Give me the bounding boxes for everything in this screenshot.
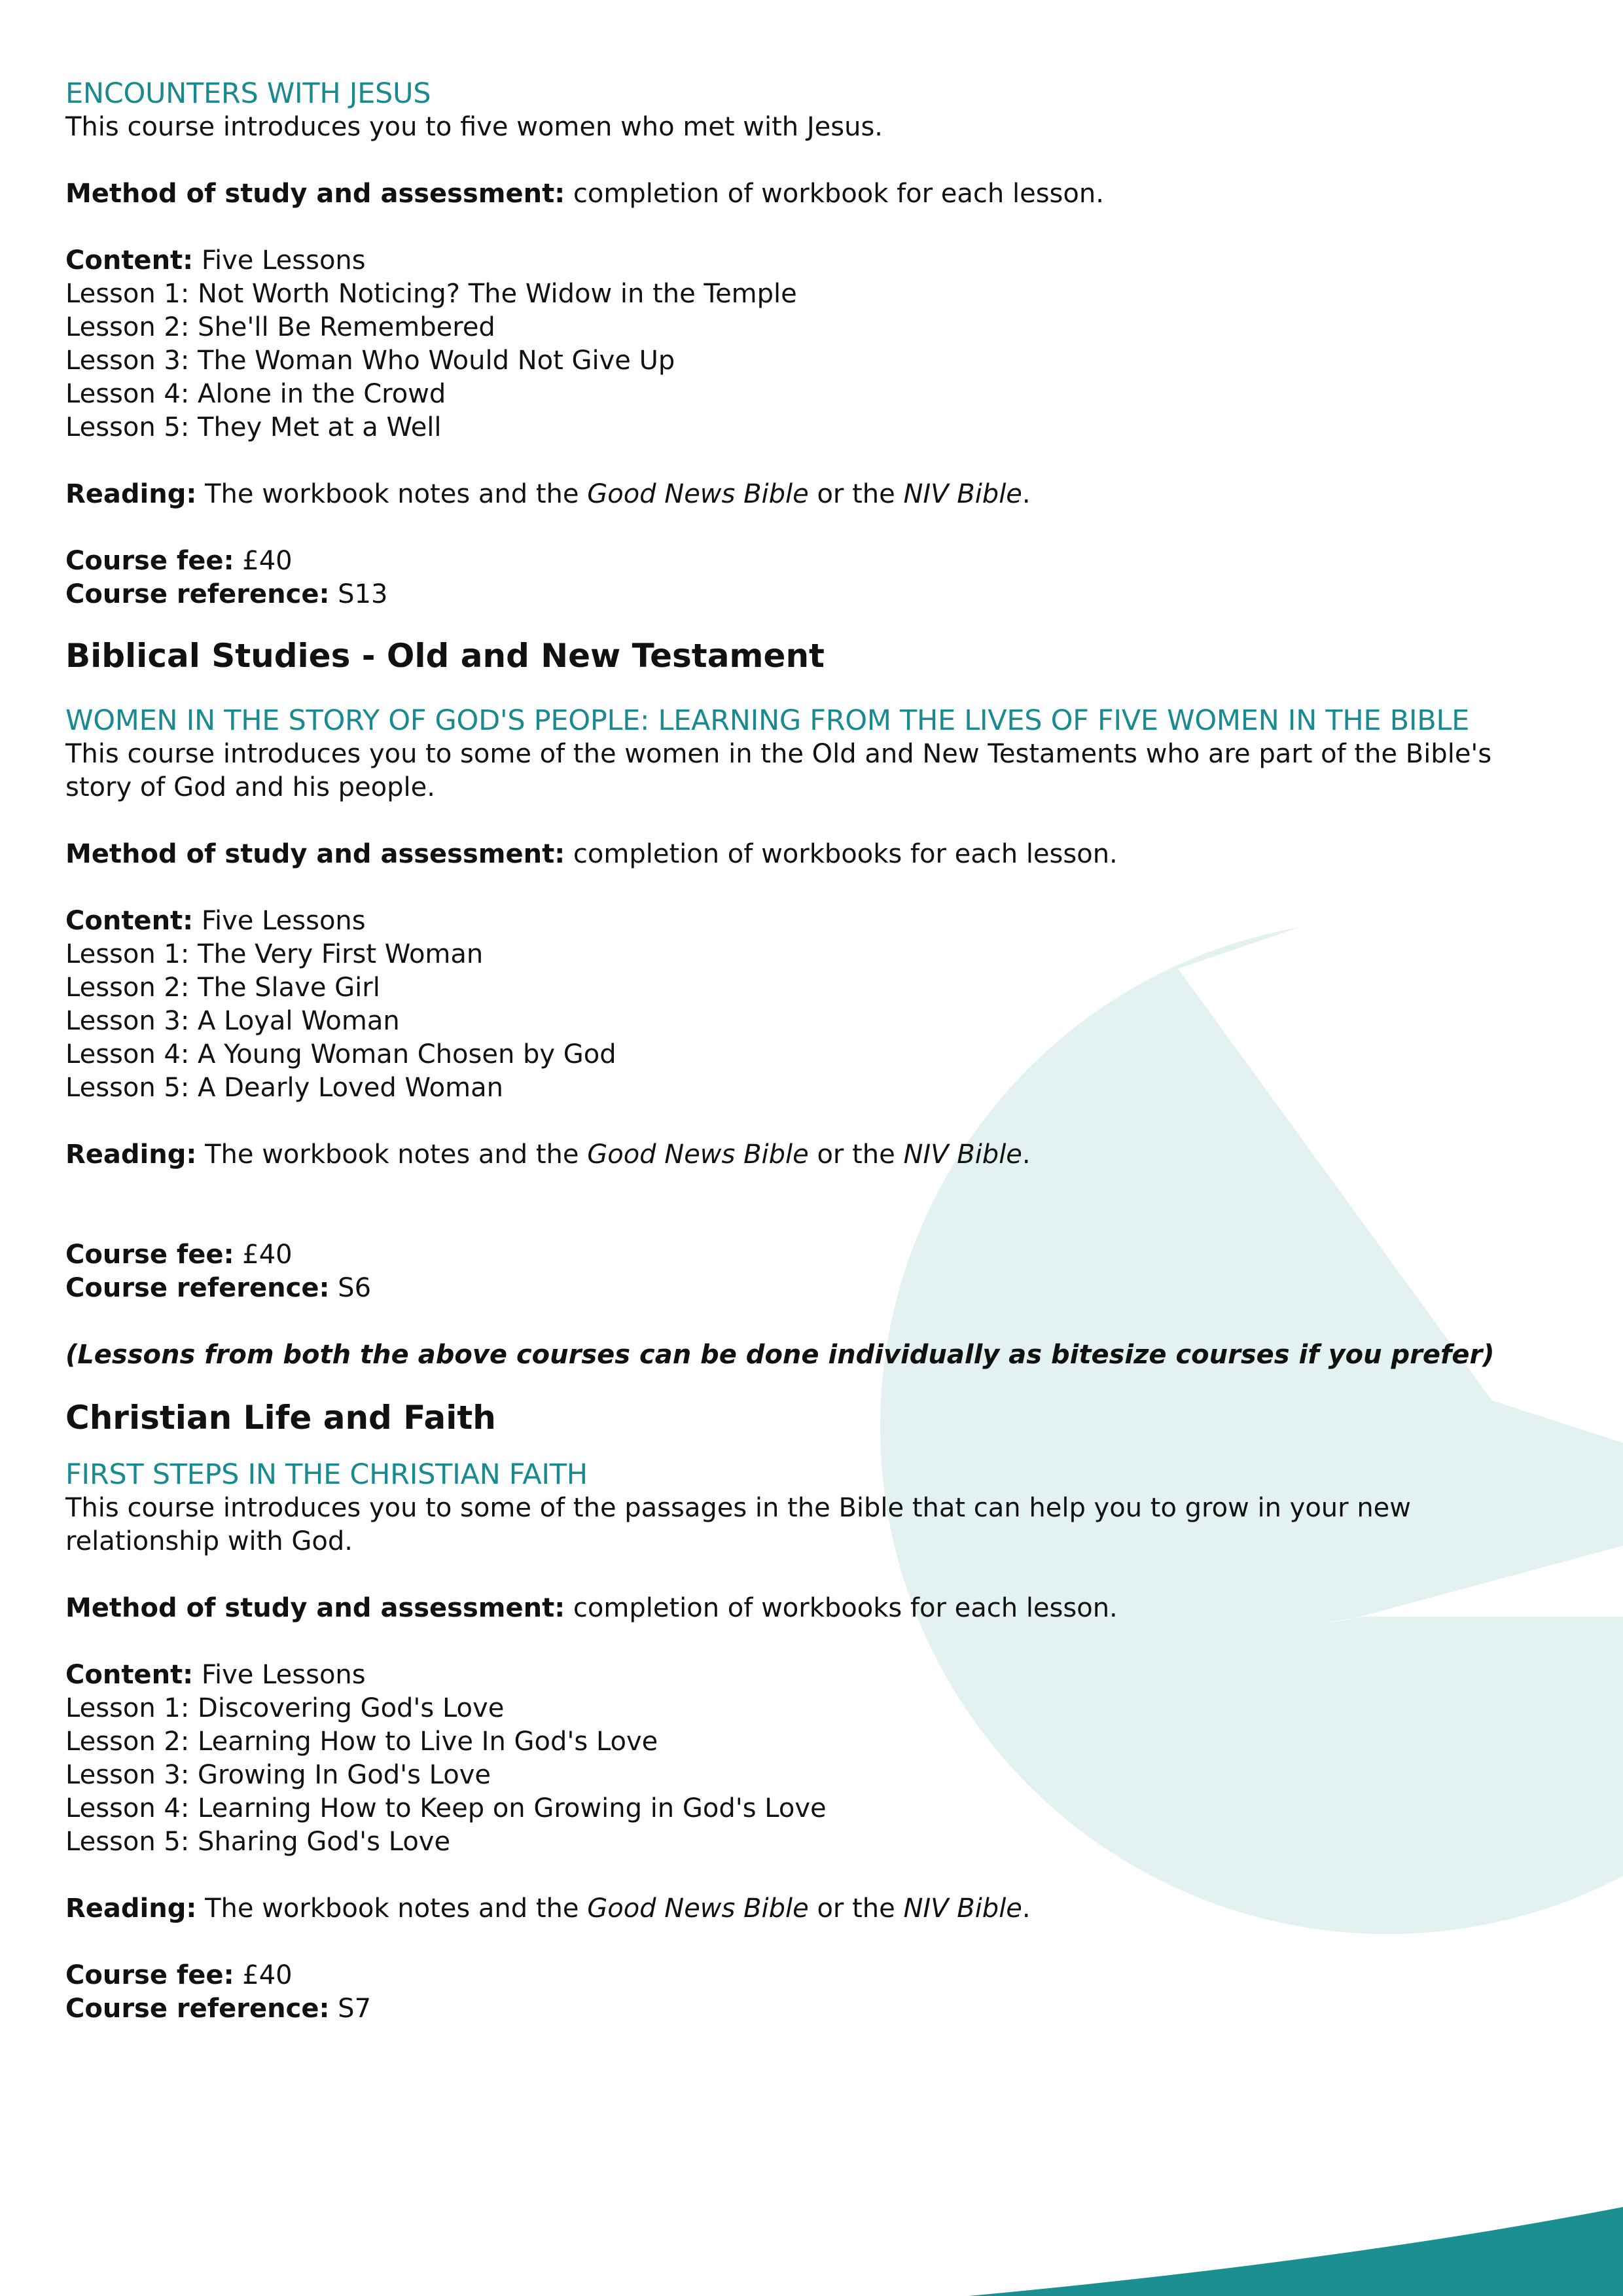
course-fee: Course fee: £40 — [65, 1960, 293, 1990]
reading-line: Reading: The workbook notes and the Good News Bible or the NIV Bible. — [65, 1139, 1031, 1170]
lesson-item: Lesson 1: The Very First Woman — [65, 939, 484, 969]
lesson-item: Lesson 5: They Met at a Well — [65, 412, 442, 442]
lesson-item: Lesson 4: Learning How to Keep on Growing in God's Love — [65, 1793, 827, 1823]
course-reference: Course reference: S7 — [65, 1994, 372, 2024]
lesson-item: Lesson 3: A Loyal Woman — [65, 1006, 400, 1036]
course-encounters-with-jesus — [65, 77, 1531, 611]
lesson-item: Lesson 5: A Dearly Loved Woman — [65, 1073, 503, 1103]
lesson-item: Lesson 1: Not Worth Noticing? The Widow in the Temple — [65, 279, 797, 309]
lesson-item: Lesson 3: The Woman Who Would Not Give Up — [65, 346, 675, 376]
content-line: Content: Five Lessons — [65, 1660, 366, 1690]
lesson-item: Lesson 2: Learning How to Live In God's Love — [65, 1727, 658, 1757]
course-women-in-the-story — [65, 704, 1531, 1372]
lesson-item: Lesson 5: Sharing God's Love — [65, 1827, 451, 1857]
course-fee: Course fee: £40 — [65, 546, 293, 576]
method-line: Method of study and assessment: completion of workbooks for each lesson. — [65, 1593, 1118, 1623]
lesson-item: Lesson 1: Discovering God's Love — [65, 1693, 505, 1723]
lesson-item: Lesson 4: Alone in the Crowd — [65, 379, 446, 409]
course-list — [65, 77, 1531, 2026]
teal-wave — [969, 2207, 1623, 2296]
course-first-steps — [65, 1458, 1531, 2026]
course-description: This course introduces you to some of the women in the Old and New Testaments who are part of the Bible's story of God and his people. — [65, 739, 1492, 802]
course-reference: Course reference: S6 — [65, 1273, 372, 1303]
lesson-item: Lesson 2: She'll Be Remembered — [65, 312, 495, 342]
course-title: ENCOUNTERS WITH JESUS — [65, 77, 431, 110]
method-line: Method of study and assessment: completion of workbooks for each lesson. — [65, 839, 1118, 869]
bitesize-note: (Lessons from both the above courses can be done individually as bitesize courses if you prefer) — [65, 1340, 1495, 1370]
reading-line: Reading: The workbook notes and the Good News Bible or the NIV Bible. — [65, 1893, 1031, 1924]
reading-line: Reading: The workbook notes and the Good News Bible or the NIV Bible. — [65, 479, 1031, 509]
course-description: This course introduces you to five women who met with Jesus. — [65, 112, 883, 142]
course-fee: Course fee: £40 — [65, 1240, 293, 1270]
course-reference: Course reference: S13 — [65, 579, 388, 609]
section-heading-christian-life: Christian Life and Faith — [65, 1399, 496, 1437]
content-line: Content: Five Lessons — [65, 245, 366, 276]
method-line: Method of study and assessment: completion of workbook for each lesson. — [65, 179, 1104, 209]
lesson-item: Lesson 3: Growing In God's Love — [65, 1760, 491, 1790]
section-heading-biblical-studies: Biblical Studies - Old and New Testament — [65, 637, 825, 675]
content-line: Content: Five Lessons — [65, 906, 366, 936]
course-title: FIRST STEPS IN THE CHRISTIAN FAITH — [65, 1458, 588, 1491]
course-description: This course introduces you to some of the passages in the Bible that can help you to grow in your new relationship with God. — [65, 1493, 1411, 1556]
course-title: WOMEN IN THE STORY OF GOD'S PEOPLE: LEARNING FROM THE LIVES OF FIVE WOMEN IN THE BIBLE — [65, 704, 1469, 737]
lesson-item: Lesson 2: The Slave Girl — [65, 973, 380, 1003]
lesson-item: Lesson 4: A Young Woman Chosen by God — [65, 1039, 616, 1069]
